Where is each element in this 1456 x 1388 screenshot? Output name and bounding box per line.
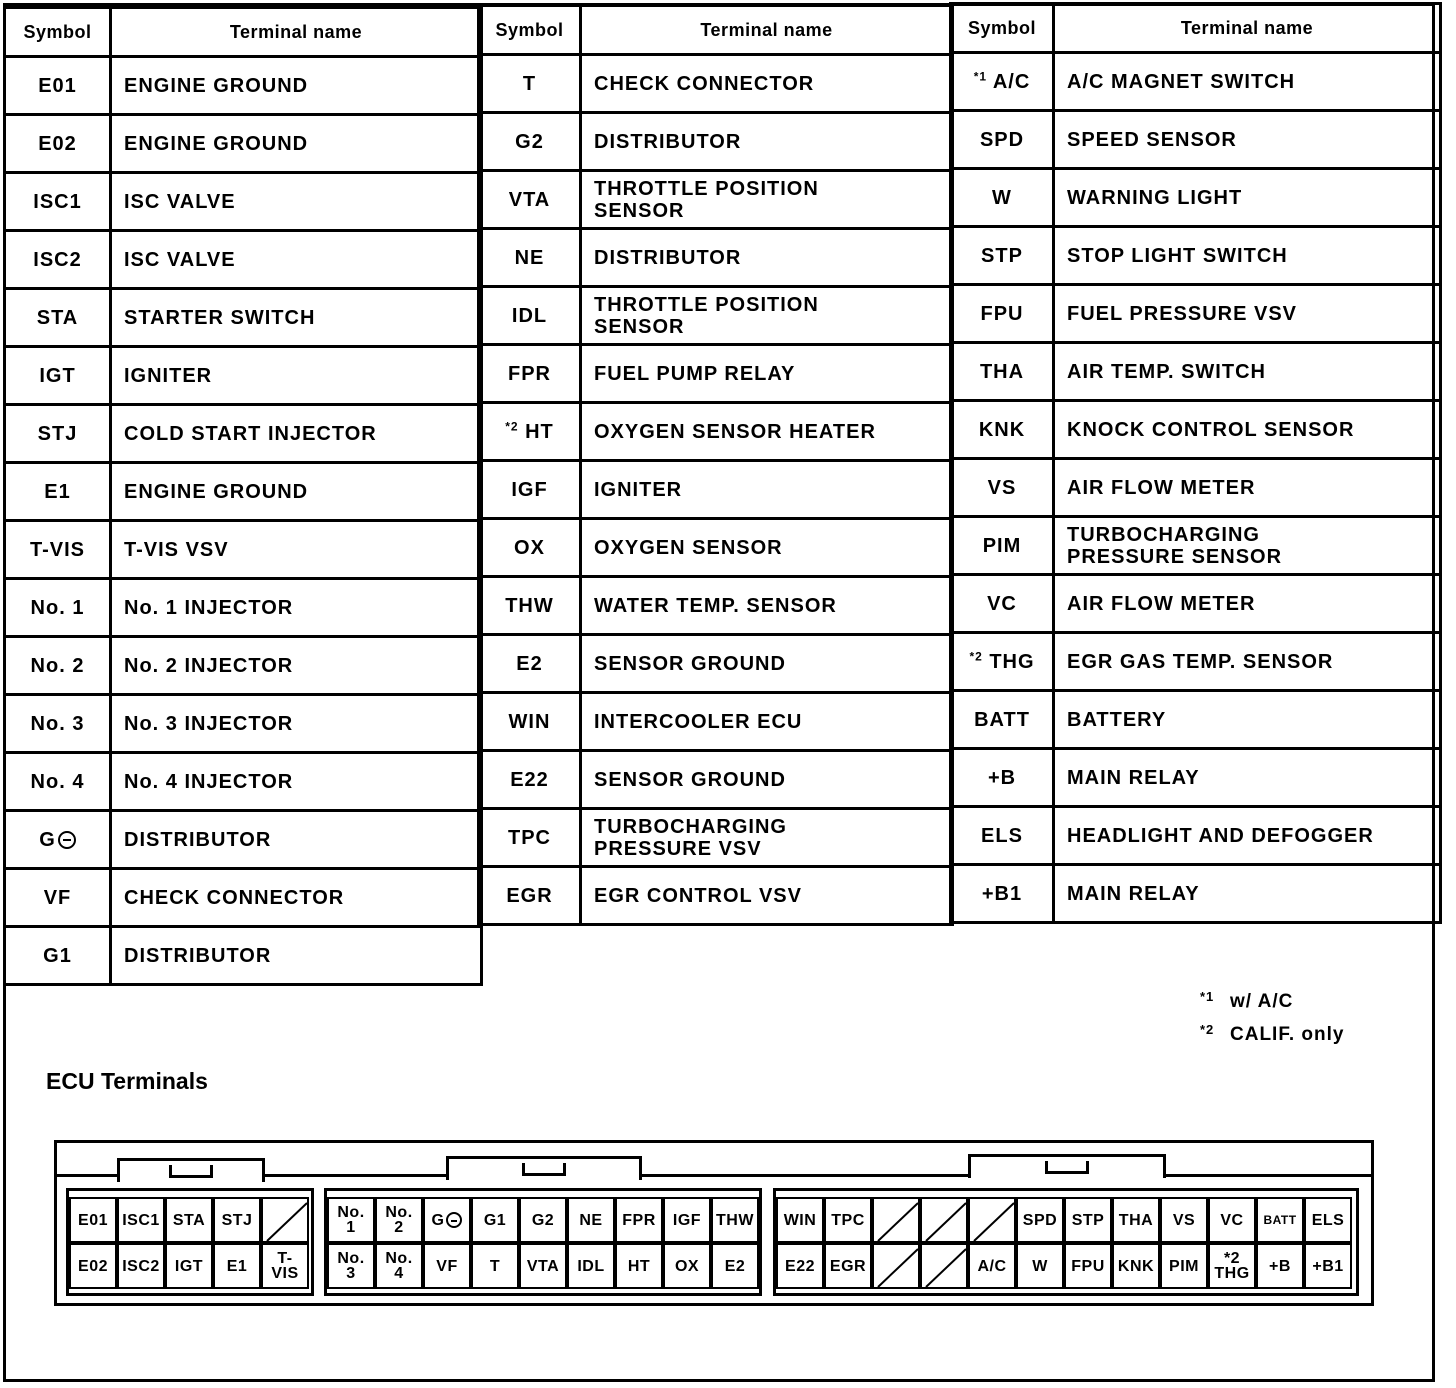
connector-pin: E01 (69, 1197, 117, 1243)
connector-pin: E02 (69, 1243, 117, 1289)
table-row (951, 227, 1441, 285)
terminal-name: No. 1 INJECTOR (111, 579, 482, 637)
terminal-symbol: IGF (479, 461, 581, 519)
terminal-symbol: No. 1 (5, 579, 111, 637)
symbol-header: Symbol (951, 4, 1054, 53)
table-row (5, 289, 482, 347)
connector-pin: VF (423, 1243, 471, 1289)
connector-pin: PIM (1160, 1243, 1208, 1289)
diagonal-slash-icon (922, 1199, 970, 1245)
terminal-symbol: VC (951, 575, 1054, 633)
table-row (479, 635, 953, 693)
terminal-name: A/C MAGNET SWITCH (1054, 53, 1441, 111)
footnote-1: *1 w/ A/C (1200, 989, 1294, 1012)
table-row (951, 575, 1441, 633)
connector-pin: WIN (776, 1197, 824, 1243)
connector-pin: ISC2 (117, 1243, 165, 1289)
terminal-symbol: THW (479, 577, 581, 635)
connector-pin: E2 (711, 1243, 759, 1289)
table-row (479, 345, 953, 403)
unused-pin (920, 1197, 968, 1243)
footnote-mark: *2 (505, 418, 519, 433)
symbol-header: Symbol (5, 8, 111, 57)
terminal-name: KNOCK CONTROL SENSOR (1054, 401, 1441, 459)
table-row (951, 807, 1441, 865)
connector-pin: FPU (1064, 1243, 1112, 1289)
terminal-symbol: STA (5, 289, 111, 347)
terminal-name: FUEL PUMP RELAY (581, 345, 953, 403)
table-row (951, 285, 1441, 343)
terminal-name: HEADLIGHT AND DEFOGGER (1054, 807, 1441, 865)
table-row (479, 693, 953, 751)
terminal-symbol: WIN (479, 693, 581, 751)
terminal-symbol: W (951, 169, 1054, 227)
terminal-symbol: VTA (479, 171, 581, 229)
terminal-symbol: $^{*2}$ THG (951, 633, 1054, 691)
terminal-symbol: No. 2 (5, 637, 111, 695)
terminal-name: TURBOCHARGING PRESSURE SENSOR (1054, 517, 1441, 575)
terminal-name: OXYGEN SENSOR HEATER (581, 403, 953, 461)
connector-pin: T- VIS (261, 1243, 309, 1289)
terminal-symbol: ISC1 (5, 173, 111, 231)
ecu-terminals-title: ECU Terminals (46, 1068, 208, 1094)
connector-latch (446, 1156, 642, 1180)
connector-pin: E22 (776, 1243, 824, 1289)
connector-pin: STJ (213, 1197, 261, 1243)
connector-pin: SPD (1016, 1197, 1064, 1243)
footnote-mark: *2 (969, 648, 983, 663)
terminal-symbol: ISC2 (5, 231, 111, 289)
terminal-table-1 (3, 6, 483, 986)
terminal-name: SPEED SENSOR (1054, 111, 1441, 169)
connector-pin: E1 (213, 1243, 261, 1289)
terminal-symbol: No. 3 (5, 695, 111, 753)
table-row (5, 579, 482, 637)
connector-pin: IGT (165, 1243, 213, 1289)
diagonal-slash-icon (874, 1199, 922, 1245)
table-row (5, 173, 482, 231)
unused-pin (872, 1243, 920, 1289)
terminal-name: OXYGEN SENSOR (581, 519, 953, 577)
terminal-symbol: T-VIS (5, 521, 111, 579)
terminal-name: T-VIS VSV (111, 521, 482, 579)
terminal-symbol: G2 (479, 113, 581, 171)
terminal-name: ENGINE GROUND (111, 115, 482, 173)
terminal-symbol: No. 4 (5, 753, 111, 811)
table-row (951, 111, 1441, 169)
table-row (951, 517, 1441, 575)
terminal-name: DISTRIBUTOR (581, 113, 953, 171)
connector-pin: +B (1256, 1243, 1304, 1289)
terminal-name: EGR GAS TEMP. SENSOR (1054, 633, 1441, 691)
connector-latch (117, 1158, 265, 1182)
table-row (5, 115, 482, 173)
connector-pin: THW (711, 1197, 759, 1243)
connector-pin: W (1016, 1243, 1064, 1289)
terminal-name: DISTRIBUTOR (581, 229, 953, 287)
minus-circle-icon (446, 1212, 462, 1228)
terminal-name: FUEL PRESSURE VSV (1054, 285, 1441, 343)
connector-pin: EGR (824, 1243, 872, 1289)
table-row (5, 57, 482, 115)
connector-pin: ELS (1304, 1197, 1352, 1243)
terminal-name: SENSOR GROUND (581, 751, 953, 809)
table-row (951, 865, 1441, 923)
terminal-name-header: Terminal name (111, 8, 482, 57)
terminal-name: THROTTLE POSITION SENSOR (581, 287, 953, 345)
terminal-name: SENSOR GROUND (581, 635, 953, 693)
connector-pin: +B1 (1304, 1243, 1352, 1289)
terminal-name: EGR CONTROL VSV (581, 867, 953, 925)
connector-pin: *2 THG (1208, 1243, 1256, 1289)
terminal-symbol: E22 (479, 751, 581, 809)
terminal-name: ISC VALVE (111, 173, 482, 231)
terminal-symbol: PIM (951, 517, 1054, 575)
table-row (5, 231, 482, 289)
terminal-symbol: G1 (5, 927, 111, 985)
connector-pin: ISC1 (117, 1197, 165, 1243)
unused-pin (920, 1243, 968, 1289)
connector-pin: KNK (1112, 1243, 1160, 1289)
terminal-symbol: E01 (5, 57, 111, 115)
connector-latch (968, 1154, 1166, 1178)
terminal-name: ENGINE GROUND (111, 463, 482, 521)
terminal-symbol: SPD (951, 111, 1054, 169)
footnote-mark: *1 (973, 68, 988, 83)
terminal-name: IGNITER (111, 347, 482, 405)
terminal-symbol: VF (5, 869, 111, 927)
terminal-name-header: Terminal name (581, 6, 953, 55)
terminal-symbol: VS (951, 459, 1054, 517)
terminal-name: IGNITER (581, 461, 953, 519)
connector-pin: G (423, 1197, 471, 1243)
terminal-name: MAIN RELAY (1054, 749, 1441, 807)
connector-pin: STA (165, 1197, 213, 1243)
table-row (5, 405, 482, 463)
terminal-name: STOP LIGHT SWITCH (1054, 227, 1441, 285)
connector-pin: No. 2 (375, 1197, 423, 1243)
terminal-symbol: BATT (951, 691, 1054, 749)
table-row (479, 55, 953, 113)
terminal-symbol: +B (951, 749, 1054, 807)
table-row (5, 695, 482, 753)
connector-pin: STP (1064, 1197, 1112, 1243)
table-row (479, 403, 953, 461)
terminal-name: ISC VALVE (111, 231, 482, 289)
terminal-symbol: OX (479, 519, 581, 577)
connector-pin: VC (1208, 1197, 1256, 1243)
terminal-name: MAIN RELAY (1054, 865, 1441, 923)
table-row (479, 867, 953, 925)
table-row (479, 519, 953, 577)
terminal-symbol: FPR (479, 345, 581, 403)
table-row (951, 749, 1441, 807)
terminal-name: THROTTLE POSITION SENSOR (581, 171, 953, 229)
terminal-name: AIR FLOW METER (1054, 575, 1441, 633)
terminal-name: AIR FLOW METER (1054, 459, 1441, 517)
connector-pin: G1 (471, 1197, 519, 1243)
connector-block-3 (773, 1188, 1359, 1296)
minus-circle-icon (58, 831, 76, 849)
unused-pin (968, 1197, 1016, 1243)
table-row (5, 869, 482, 927)
terminal-name: ENGINE GROUND (111, 57, 482, 115)
diagonal-slash-icon (970, 1199, 1018, 1245)
terminal-symbol: STP (951, 227, 1054, 285)
connector-pin: HT (615, 1243, 663, 1289)
terminal-name: BATTERY (1054, 691, 1441, 749)
terminal-name: No. 4 INJECTOR (111, 753, 482, 811)
terminal-name: DISTRIBUTOR (111, 927, 482, 985)
table-row (951, 169, 1441, 227)
terminal-symbol: ELS (951, 807, 1054, 865)
table-row (479, 809, 953, 867)
table-row (479, 461, 953, 519)
connector-pin: VTA (519, 1243, 567, 1289)
table-row (479, 751, 953, 809)
footnote-2: *2 CALIF. only (1200, 1022, 1345, 1045)
unused-pin (261, 1197, 309, 1243)
table-row (951, 53, 1441, 111)
table-row (951, 691, 1441, 749)
table-row (479, 171, 953, 229)
table-row (479, 113, 953, 171)
terminal-symbol: E1 (5, 463, 111, 521)
connector-block-2 (324, 1188, 762, 1296)
connector-pin: A/C (968, 1243, 1016, 1289)
terminal-table-2 (477, 4, 954, 926)
table-row (479, 229, 953, 287)
table-row (5, 811, 482, 869)
connector-pin: TPC (824, 1197, 872, 1243)
connector-pin: No. 4 (375, 1243, 423, 1289)
terminal-name: No. 2 INJECTOR (111, 637, 482, 695)
footnotes (1200, 983, 1344, 1049)
terminal-name: WARNING LIGHT (1054, 169, 1441, 227)
terminal-table-3 (949, 2, 1442, 924)
table-row (951, 343, 1441, 401)
terminal-symbol: STJ (5, 405, 111, 463)
terminal-symbol: $^{*1}$ A/C (951, 53, 1054, 111)
connector-pin: BATT (1256, 1197, 1304, 1243)
connector-pin: FPR (615, 1197, 663, 1243)
diagonal-slash-icon (922, 1245, 970, 1291)
terminal-name: AIR TEMP. SWITCH (1054, 343, 1441, 401)
connector-pin: T (471, 1243, 519, 1289)
terminal-name-header: Terminal name (1054, 4, 1441, 53)
table-row (5, 347, 482, 405)
terminal-name: COLD START INJECTOR (111, 405, 482, 463)
terminal-symbol: NE (479, 229, 581, 287)
connector-pin: OX (663, 1243, 711, 1289)
symbol-header: Symbol (479, 6, 581, 55)
terminal-symbol: G (5, 811, 111, 869)
connector-pin: G2 (519, 1197, 567, 1243)
terminal-symbol: TPC (479, 809, 581, 867)
terminal-name: TURBOCHARGING PRESSURE VSV (581, 809, 953, 867)
table-row (479, 287, 953, 345)
terminal-symbol: IDL (479, 287, 581, 345)
connector-block-1 (66, 1188, 314, 1296)
terminal-symbol: FPU (951, 285, 1054, 343)
diagonal-slash-icon (263, 1199, 311, 1245)
table-row (5, 753, 482, 811)
connector-pin: VS (1160, 1197, 1208, 1243)
table-row (479, 577, 953, 635)
terminal-symbol: T (479, 55, 581, 113)
connector-pin: No. 3 (327, 1243, 375, 1289)
terminal-symbol: +B1 (951, 865, 1054, 923)
connector-pin: No. 1 (327, 1197, 375, 1243)
terminal-name: DISTRIBUTOR (111, 811, 482, 869)
terminal-symbol: THA (951, 343, 1054, 401)
terminal-symbol: $^{*2}$ HT (479, 403, 581, 461)
table-row (5, 463, 482, 521)
table-row (5, 637, 482, 695)
table-row (5, 927, 482, 985)
terminal-name: No. 3 INJECTOR (111, 695, 482, 753)
terminal-symbol: E2 (479, 635, 581, 693)
table-row (951, 401, 1441, 459)
terminal-name: CHECK CONNECTOR (111, 869, 482, 927)
diagonal-slash-icon (874, 1245, 922, 1291)
connector-pin: THA (1112, 1197, 1160, 1243)
table-row (5, 521, 482, 579)
connector-pin: NE (567, 1197, 615, 1243)
terminal-name: WATER TEMP. SENSOR (581, 577, 953, 635)
terminal-symbol: EGR (479, 867, 581, 925)
terminal-symbol: KNK (951, 401, 1054, 459)
terminal-symbol: E02 (5, 115, 111, 173)
terminal-symbol: IGT (5, 347, 111, 405)
connector-pin: IDL (567, 1243, 615, 1289)
connector-pin: IGF (663, 1197, 711, 1243)
table-row (951, 633, 1441, 691)
terminal-name: STARTER SWITCH (111, 289, 482, 347)
terminal-name: INTERCOOLER ECU (581, 693, 953, 751)
unused-pin (872, 1197, 920, 1243)
terminal-name: CHECK CONNECTOR (581, 55, 953, 113)
table-row (951, 459, 1441, 517)
